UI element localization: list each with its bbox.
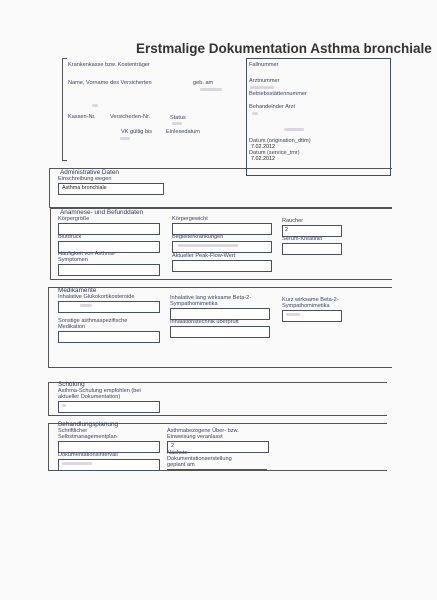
- beta-lang-label-2: Sympathomimetika: [170, 301, 218, 307]
- arztnummer-label: Arztnummer: [249, 78, 280, 84]
- raucher-value: 2: [285, 227, 288, 233]
- asthmabezogene-label-1: Asthmabezogene Über- bzw.: [167, 428, 239, 434]
- beta-lang-label-1: Inhalative lang wirksame Beta-2-: [170, 295, 252, 301]
- schulung-label-1: Asthma-Schulung empfohlen (bei: [58, 388, 141, 394]
- peak-flow-field[interactable]: [172, 260, 272, 272]
- haeufigkeit-label-2: Symptomen: [58, 257, 88, 263]
- page-title: Erstmalige Dokumentation Asthma bronchiale: [136, 41, 432, 56]
- haeufigkeit-label-1: Häufigkeit von Asthma-: [58, 251, 116, 257]
- intervall-field[interactable]: [58, 459, 160, 471]
- behandlung-heading: Behandlungsplanung: [58, 421, 119, 428]
- datum-origination-label: Datum (origination_dttm): [249, 138, 311, 144]
- sonstige-label-1: Sonstige asthmaspezifische: [58, 318, 128, 324]
- blutdruck-label: Blutdruck: [58, 234, 82, 240]
- redacted-value: [200, 88, 222, 91]
- redacted-value: [284, 128, 304, 131]
- beta-kurz-label-1: Kurz wirksame Beta-2-: [282, 297, 339, 303]
- schriftlicher-label-1: Schriftlicher: [58, 428, 88, 434]
- betriebsstaette-label: Betriebsstättennummer: [249, 91, 307, 97]
- redacted-value: [286, 313, 300, 316]
- fallnummer-label: Fallnummer: [249, 62, 279, 68]
- sonstige-field[interactable]: [58, 331, 160, 343]
- naechste-underline: [167, 469, 267, 470]
- schulung-heading: Schulung: [58, 381, 85, 388]
- krankenkasse-label: Krankenkasse bzw. Kostenträger: [68, 62, 150, 68]
- header-corner: [62, 160, 67, 161]
- datum-origination-value: 7.02.2012: [251, 144, 275, 150]
- header-corner: [62, 58, 67, 59]
- intervall-label: Dokumentationsintervall: [58, 452, 118, 458]
- beta-kurz-label-2: Sympathomimetika: [282, 303, 330, 309]
- redacted-value: [172, 122, 182, 125]
- anamnese-heading: Anamnese- und Befunddaten: [60, 209, 144, 216]
- peak-flow-label: Aktueller Peak-Flow-Wert: [172, 253, 236, 259]
- haeufigkeit-field[interactable]: [58, 264, 160, 276]
- serum-field[interactable]: [282, 243, 342, 255]
- einschreibung-label: Einschreibung wegen: [58, 176, 112, 182]
- koerpergroesse-label: Körpergröße: [58, 216, 90, 222]
- einschreibung-value: Asthma bronchiale: [62, 185, 107, 191]
- datum-service-value: 7.02.2012: [251, 156, 275, 162]
- redacted-value: [92, 104, 98, 107]
- redacted-value: [62, 462, 92, 465]
- kassen-nr-label: Kassen-Nr.: [68, 114, 96, 120]
- asthmabezogene-label-2: Einweisung veranlasst: [167, 434, 223, 440]
- inhalationstechnik-field[interactable]: [170, 326, 270, 338]
- geb-label: geb. am: [193, 80, 214, 86]
- schulung-label-2: aktueller Dokumentation): [58, 394, 121, 400]
- versicherten-nr-label: Versicherten-Nr.: [110, 114, 151, 120]
- begleiterkrankungen-field[interactable]: [172, 241, 272, 253]
- schulung-field[interactable]: [58, 401, 160, 413]
- medikamente-heading: Medikamente: [58, 287, 97, 294]
- einlesedatum-label: Einlesedatum: [166, 129, 200, 135]
- redacted-value: [80, 304, 92, 307]
- redacted-value: [62, 404, 66, 407]
- beta-kurz-field[interactable]: [282, 310, 342, 322]
- name-label: Name, Vorname des Versicherten: [68, 80, 152, 86]
- redacted-value: [250, 86, 274, 89]
- redacted-value: [178, 244, 238, 247]
- koerpergewicht-label: Körpergewicht: [172, 216, 208, 222]
- gluko-label: Inhalative Glukokortikosteroide: [58, 294, 135, 300]
- datum-service-label: Datum (service_tmr): [249, 150, 300, 156]
- header-left-border: [62, 58, 63, 160]
- vk-gueltig-label: VK gültig bis: [121, 129, 153, 135]
- sonstige-label-2: Medikation: [58, 324, 86, 330]
- admin-heading: Administrative Daten: [60, 169, 119, 176]
- gluko-field[interactable]: [58, 301, 160, 313]
- behandelnder-arzt-label: Behandelnder Arzt: [249, 104, 296, 110]
- redacted-value: [252, 112, 258, 115]
- naechste-label-3: geplant am: [167, 462, 195, 468]
- inhalationstechnik-label: Inhalationstechnik überprüft: [170, 319, 239, 325]
- serum-label: Serum-Kreatinin: [282, 236, 323, 242]
- raucher-label: Raucher: [282, 218, 304, 224]
- asthmabezogene-value: 2: [171, 443, 174, 449]
- begleiterkrankungen-label: Begleiterkrankungen: [172, 234, 224, 240]
- redacted-value: [120, 137, 130, 140]
- status-label: Status: [170, 115, 186, 121]
- schriftlicher-label-2: Selbstmanagementplan: [58, 434, 117, 440]
- naechste-label-2: Dokumentationserstellung: [167, 456, 232, 462]
- naechste-label-1: Nächste: [167, 450, 188, 456]
